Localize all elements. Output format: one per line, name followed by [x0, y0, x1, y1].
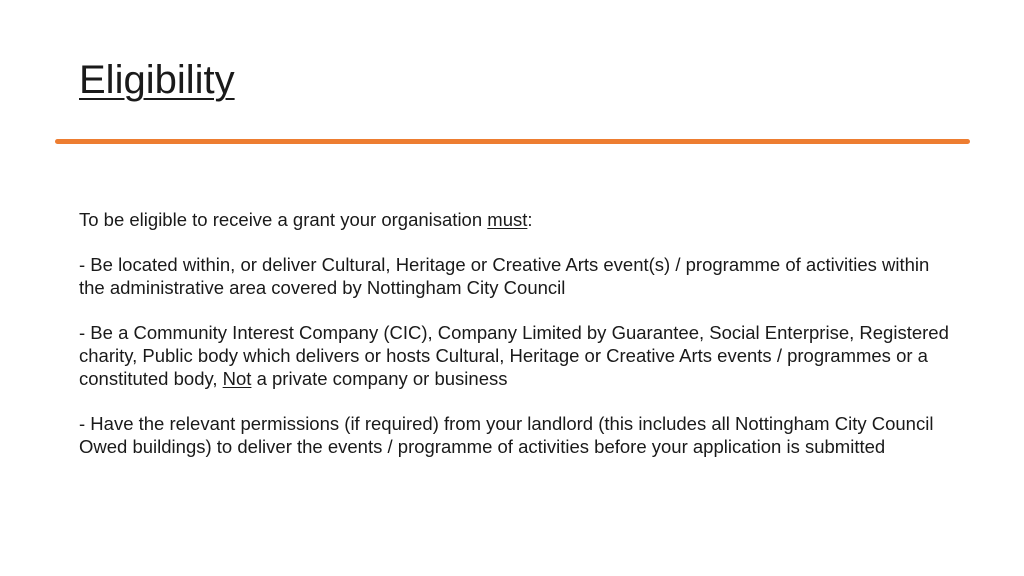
criterion-permissions	[79, 412, 959, 458]
slide-body	[79, 208, 959, 480]
criterion-location	[79, 253, 959, 299]
criterion-organisation-type	[79, 321, 959, 390]
title-divider	[55, 139, 970, 144]
criterion-organisation-lead: - Be a Community Interest Company (CIC), Company Limited by Guarantee, Social Enterprise, Registered charity, Public body which delivers or hosts Cultural, Heritage or Creative Arts events / programmes or a constituted body,	[79, 322, 949, 389]
intro-paragraph	[79, 208, 959, 231]
intro-lead: To be eligible to receive a grant your organisation	[79, 209, 488, 230]
slide-title: Eligibility	[79, 58, 235, 102]
intro-trail: :	[527, 209, 533, 230]
criterion-permissions-text: - Have the relevant permissions (if required) from your landlord (this includes all Nottingham City Council Owed buildings) to deliver the events / programme of activities before your application is submitted	[79, 413, 934, 457]
criterion-organisation-emphasis: Not	[222, 368, 252, 389]
criterion-organisation-trail: a private company or business	[251, 368, 508, 389]
criterion-location-text: - Be located within, or deliver Cultural, Heritage or Creative Arts event(s) / programme of activities within the administrative area covered by Nottingham City Council	[79, 254, 930, 298]
intro-emphasis: must	[487, 209, 528, 230]
